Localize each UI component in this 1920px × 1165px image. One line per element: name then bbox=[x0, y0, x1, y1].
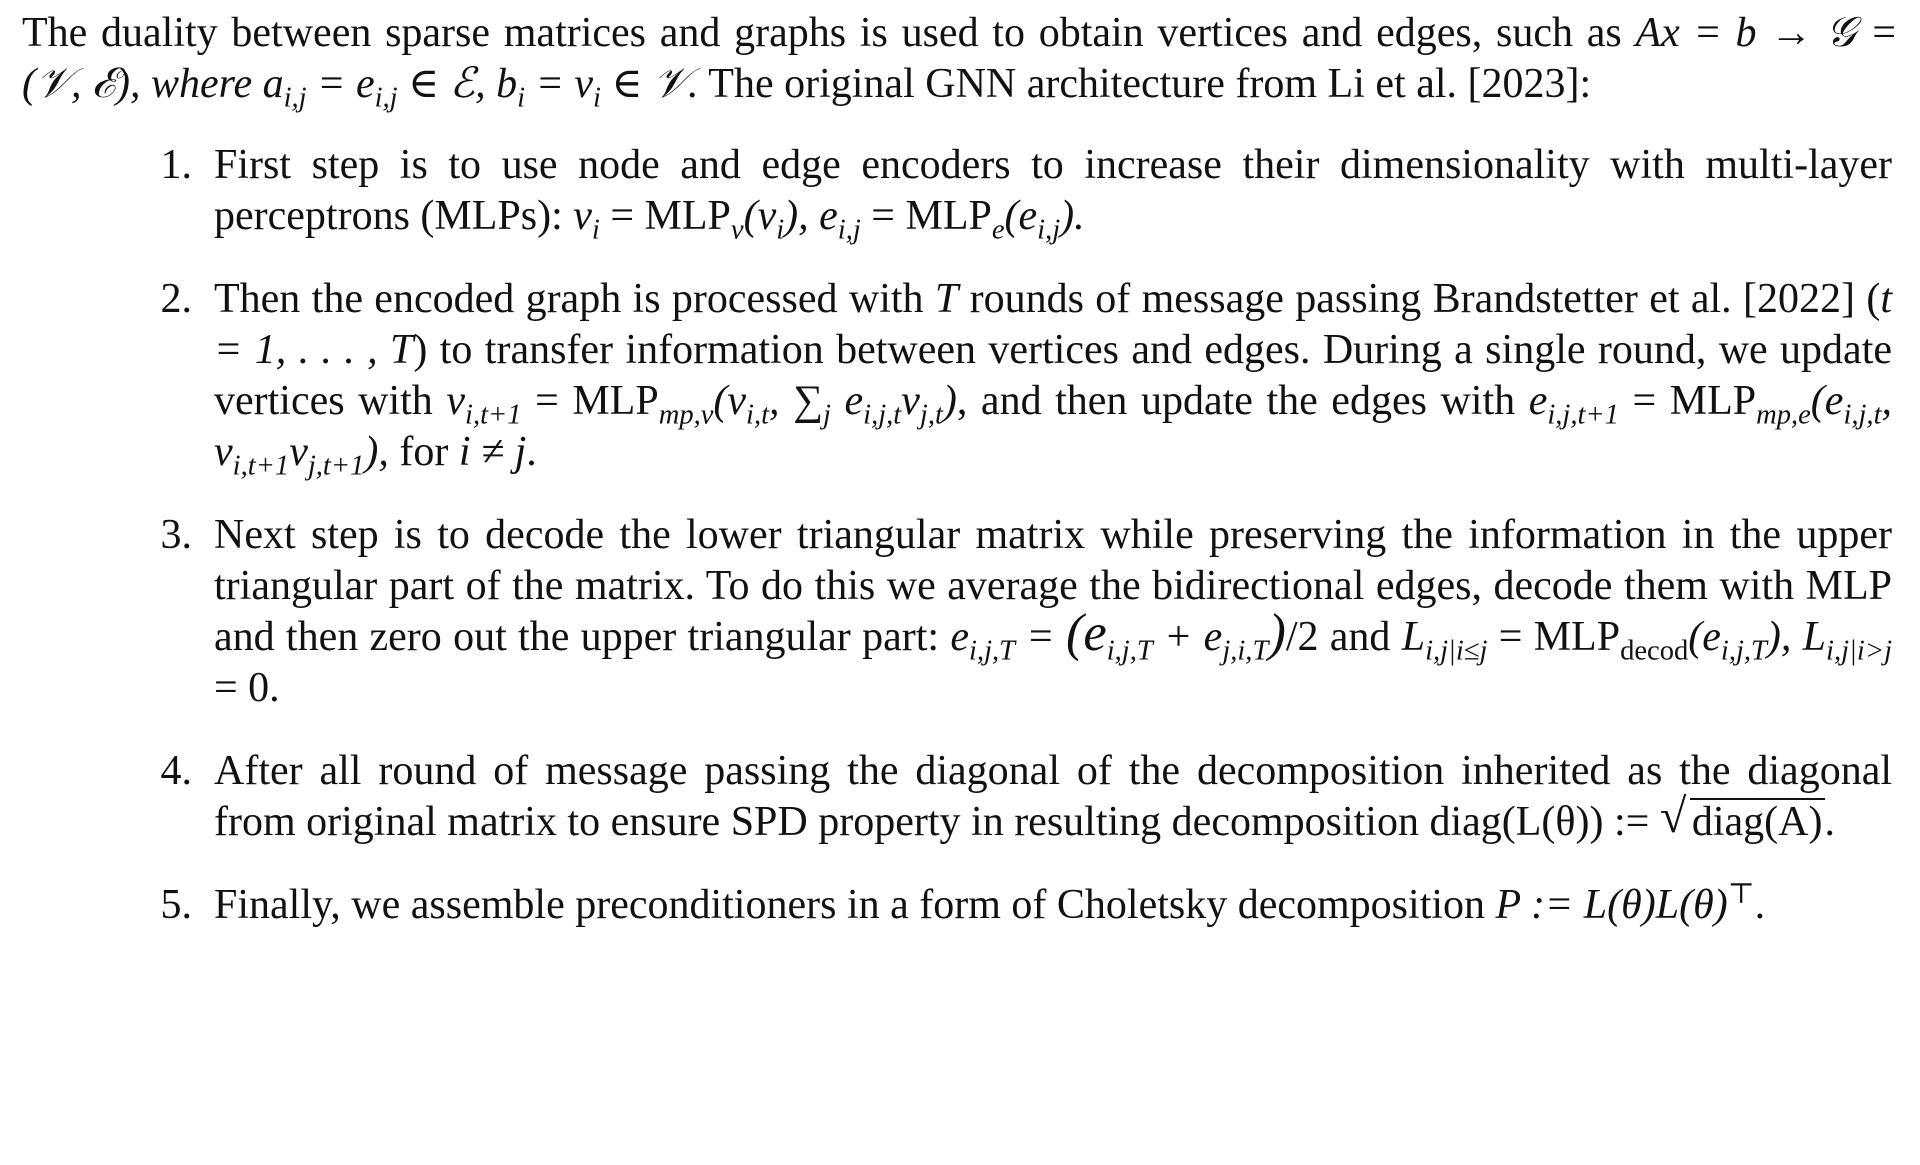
math-vertex-update: $v_{i,t+1} = MLP_{mp,v}(v_{i,t}$, $\sum_j$ $e_{i,j,t}v_{j,t}$) bbox=[446, 378, 957, 431]
list-item-body: Next step is to decode the lower triangular matrix while preserving the information in the upper triangular part of the matrix. To do this we average the bidirectional edges, decode them with MLP and then zero out the upper triangular part: $e_{i,j,T} = (e_{i,j,T} + e_{j,i,T})/2$ and $L_{i,j|i\le j} = MLP_{decod}(e_{i,j,T})$, $L_{i,j|i>j} = 0$. bbox=[214, 512, 1893, 711]
list-number: 4. bbox=[160, 748, 192, 794]
intro-line1: The duality between sparse matrices and graphs is used to obtain vertices and edges, such as bbox=[22, 10, 1622, 56]
list-number: 5. bbox=[160, 882, 192, 928]
list-item-body: Then the encoded graph is processed with T rounds of message passing Brandstetter et al. [2022] (t = 1, . . . , T) to transfer information between vertices and edges. During a single round, we update vertices with $v_{i,t+1} = MLP_{mp,v}(v_{i,t}$, $\sum_j$ $e_{i,j,t}v_{j,t}$), and then update the edges with $e_{i,j,t+1} = MLP_{mp,e}(e_{i,j,t}$, $v_{i,t+1}v_{j,t+1}$), for i ≠ j. bbox=[214, 276, 1893, 482]
math-edge-update: $e_{i,j,t+1} = MLP_{mp,e}(e_{i,j,t}$, $v_{i,t+1}v_{j,t+1}$), for i ≠ j bbox=[214, 378, 1893, 482]
math-diagonal: diag(L(θ)) := √ diag(A) bbox=[1429, 799, 1824, 845]
list-item-3 bbox=[22, 510, 1898, 714]
list-item-body: Finally, we assemble preconditioners in a form of Choletsky decomposition P := L(θ)L(θ)⊤. bbox=[214, 879, 1766, 928]
intro-paragraph bbox=[22, 8, 1898, 114]
math-edge-average: $e_{i,j,T} = (e_{i,j,T} + e_{j,i,T})/2$ bbox=[950, 604, 1319, 667]
intro-line3: et al. [2023]: bbox=[1375, 61, 1592, 107]
intro-line2-tail: The original GNN architecture from Li bbox=[698, 61, 1365, 107]
list-item-1 bbox=[22, 140, 1898, 246]
list-number: 1. bbox=[160, 142, 192, 188]
list-item-5 bbox=[22, 880, 1898, 931]
math-decoder: $L_{i,j|i\le j} = MLP_{decod}(e_{i,j,T})$, $L_{i,j|i>j} = 0$. bbox=[214, 614, 1893, 711]
list-item-body: After all round of message passing the diagonal of the decomposition inherited as the diagonal from original matrix to ensure SPD property in resulting decomposition diag(L(θ)) := √ diag(A). bbox=[214, 746, 1892, 848]
sqrt-symbol: √ diag(A) bbox=[1659, 790, 1823, 845]
list-item-2 bbox=[22, 274, 1898, 482]
gnn-steps-list bbox=[22, 140, 1898, 931]
list-number: 2. bbox=[160, 276, 192, 322]
intro-eq1: Ax = b → 𝒢 = (𝒱, ℰ), where $a_{i,j} = e_{i,j}$ ∈ ℰ, $b_i = v_i$ ∈ 𝒱. bbox=[22, 10, 1898, 114]
list-item-4 bbox=[22, 746, 1898, 848]
math-encoder: $v_i = MLP_v(v_i)$, $e_{i,j} = MLP_e(e_{i,j})$. bbox=[573, 193, 1085, 246]
list-number: 3. bbox=[160, 512, 192, 558]
list-item-body: First step is to use node and edge encoders to increase their dimensionality with multi-layer perceptrons (MLPs): $v_i = MLP_v(v_i)$, $e_{i,j} = MLP_e(e_{i,j})$. bbox=[214, 142, 1892, 246]
math-preconditioner: P := L(θ)L(θ)⊤ bbox=[1495, 879, 1755, 928]
